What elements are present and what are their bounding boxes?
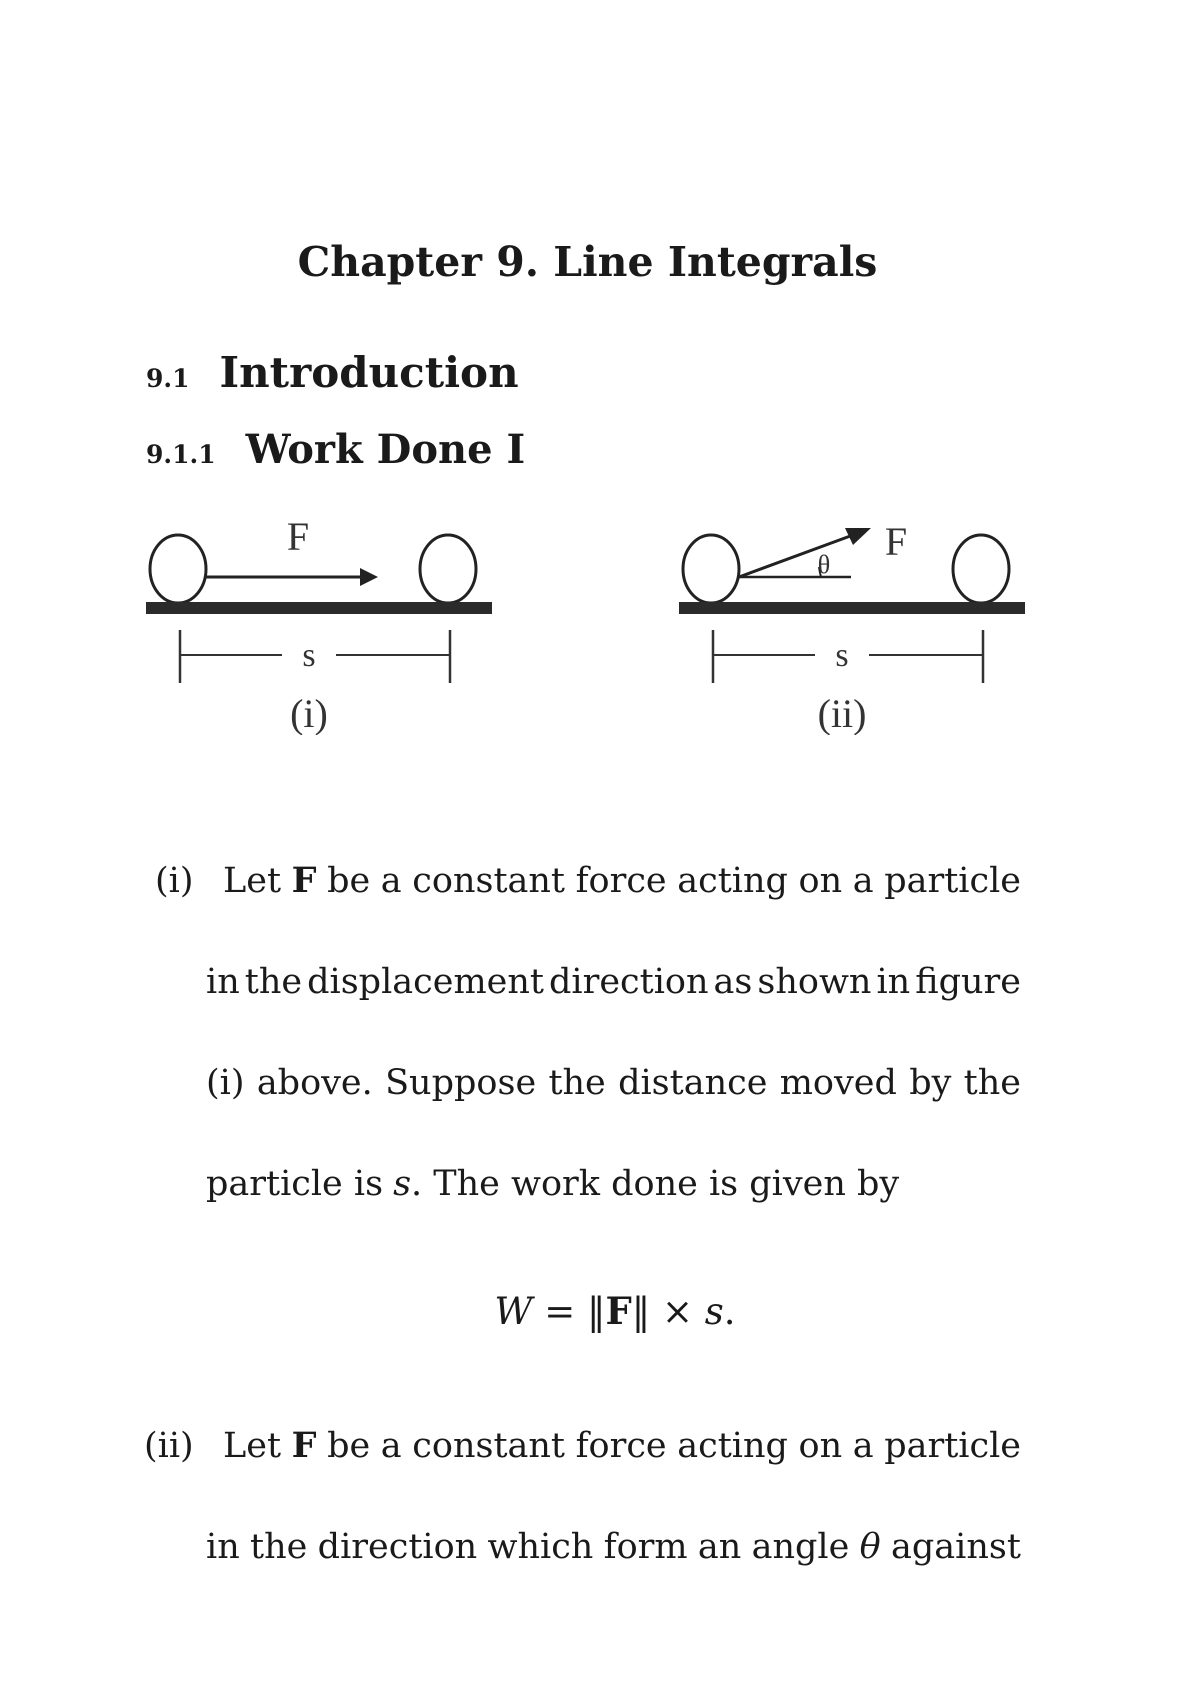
distance-label: s bbox=[302, 637, 316, 674]
word: be bbox=[327, 1426, 371, 1466]
word: moved bbox=[779, 1063, 897, 1103]
times-sign: × bbox=[650, 1290, 705, 1333]
word: Suppose bbox=[385, 1063, 537, 1103]
word: a bbox=[380, 1426, 402, 1466]
word: shown bbox=[757, 962, 872, 1002]
word: the bbox=[548, 1063, 606, 1103]
item-ii-line-1 bbox=[223, 1422, 1021, 1470]
word: on bbox=[798, 1426, 843, 1466]
item-i-line-2 bbox=[206, 958, 1021, 1006]
subsection-number: 9.1.1 bbox=[146, 440, 216, 469]
word: particle bbox=[884, 861, 1021, 901]
section-title: Introduction bbox=[219, 348, 519, 397]
item-i-line-1 bbox=[223, 857, 1021, 905]
word: distance bbox=[618, 1063, 768, 1103]
word: a bbox=[852, 861, 874, 901]
figure-caption: (i) bbox=[290, 691, 328, 735]
word: force bbox=[575, 1426, 667, 1466]
word: the bbox=[244, 962, 303, 1002]
equals-sign: = bbox=[532, 1290, 587, 1333]
norm-close: ‖ bbox=[631, 1290, 651, 1333]
word: in bbox=[206, 962, 240, 1002]
force-symbol: F bbox=[291, 1425, 317, 1466]
figure-ii-diagram bbox=[673, 505, 1033, 735]
word: angle bbox=[751, 1527, 850, 1567]
angle-label: θ bbox=[817, 550, 831, 579]
word: as bbox=[713, 962, 753, 1002]
period: . bbox=[723, 1290, 736, 1333]
force-label: F bbox=[286, 514, 310, 559]
right-ball bbox=[953, 535, 1009, 603]
item-i-line-4 bbox=[206, 1160, 1021, 1208]
work-equation bbox=[0, 1286, 1200, 1337]
chapter-title: Chapter 9. Line Integrals bbox=[297, 238, 878, 286]
item-i-label: (i) bbox=[155, 861, 194, 901]
word: figure bbox=[915, 962, 1021, 1002]
work-symbol: W bbox=[494, 1290, 533, 1333]
word: Let bbox=[223, 861, 282, 901]
word: displacement bbox=[307, 962, 544, 1002]
distance-label: s bbox=[835, 637, 849, 674]
word: against bbox=[891, 1527, 1021, 1567]
word: direction bbox=[317, 1527, 478, 1567]
word: an bbox=[697, 1527, 742, 1567]
norm-open: ‖ bbox=[586, 1290, 606, 1333]
item-ii-line-2 bbox=[206, 1523, 1021, 1571]
figure-i-diagram bbox=[140, 505, 500, 735]
force-arrow-shaft bbox=[739, 535, 853, 577]
force-symbol: F bbox=[291, 860, 317, 901]
word: a bbox=[380, 861, 402, 901]
word: force bbox=[575, 861, 667, 901]
figure-caption: (ii) bbox=[817, 691, 867, 735]
section-number: 9.1 bbox=[146, 364, 190, 393]
word: above. bbox=[256, 1063, 373, 1103]
left-ball bbox=[683, 535, 739, 603]
force-arrow-head bbox=[360, 568, 378, 586]
word: on bbox=[798, 861, 843, 901]
section-heading bbox=[146, 345, 519, 407]
ground-bar bbox=[146, 602, 492, 614]
figure-i bbox=[140, 505, 500, 739]
word: (i) bbox=[206, 1063, 245, 1103]
angle-symbol: θ bbox=[859, 1527, 881, 1567]
force-symbol: F bbox=[605, 1289, 632, 1333]
word: acting bbox=[677, 861, 788, 901]
subsection-title: Work Done I bbox=[245, 426, 526, 473]
force-label: F bbox=[884, 519, 908, 564]
text-segment: . The work done is given by bbox=[411, 1164, 900, 1204]
word: in bbox=[876, 962, 911, 1002]
text-segment: particle is bbox=[206, 1164, 384, 1204]
ground-bar bbox=[679, 602, 1025, 614]
right-ball bbox=[420, 535, 476, 603]
word: a bbox=[852, 1426, 874, 1466]
word: constant bbox=[412, 1426, 565, 1466]
figure-ii bbox=[673, 505, 1033, 739]
word: which bbox=[487, 1527, 594, 1567]
word: form bbox=[603, 1527, 688, 1567]
distance-symbol: s bbox=[393, 1164, 412, 1204]
word: direction bbox=[548, 962, 709, 1002]
distance-symbol: s bbox=[704, 1290, 724, 1333]
word: by bbox=[909, 1063, 952, 1103]
item-i-line-3 bbox=[206, 1059, 1021, 1107]
word: the bbox=[963, 1063, 1021, 1103]
word: be bbox=[327, 861, 371, 901]
word: constant bbox=[412, 861, 565, 901]
word: the bbox=[250, 1527, 308, 1567]
word: Let bbox=[223, 1426, 282, 1466]
word: acting bbox=[677, 1426, 788, 1466]
word: particle bbox=[884, 1426, 1021, 1466]
item-ii-label: (ii) bbox=[144, 1426, 194, 1466]
left-ball bbox=[150, 535, 206, 603]
word: in bbox=[206, 1527, 240, 1567]
subsection-heading bbox=[146, 422, 525, 483]
